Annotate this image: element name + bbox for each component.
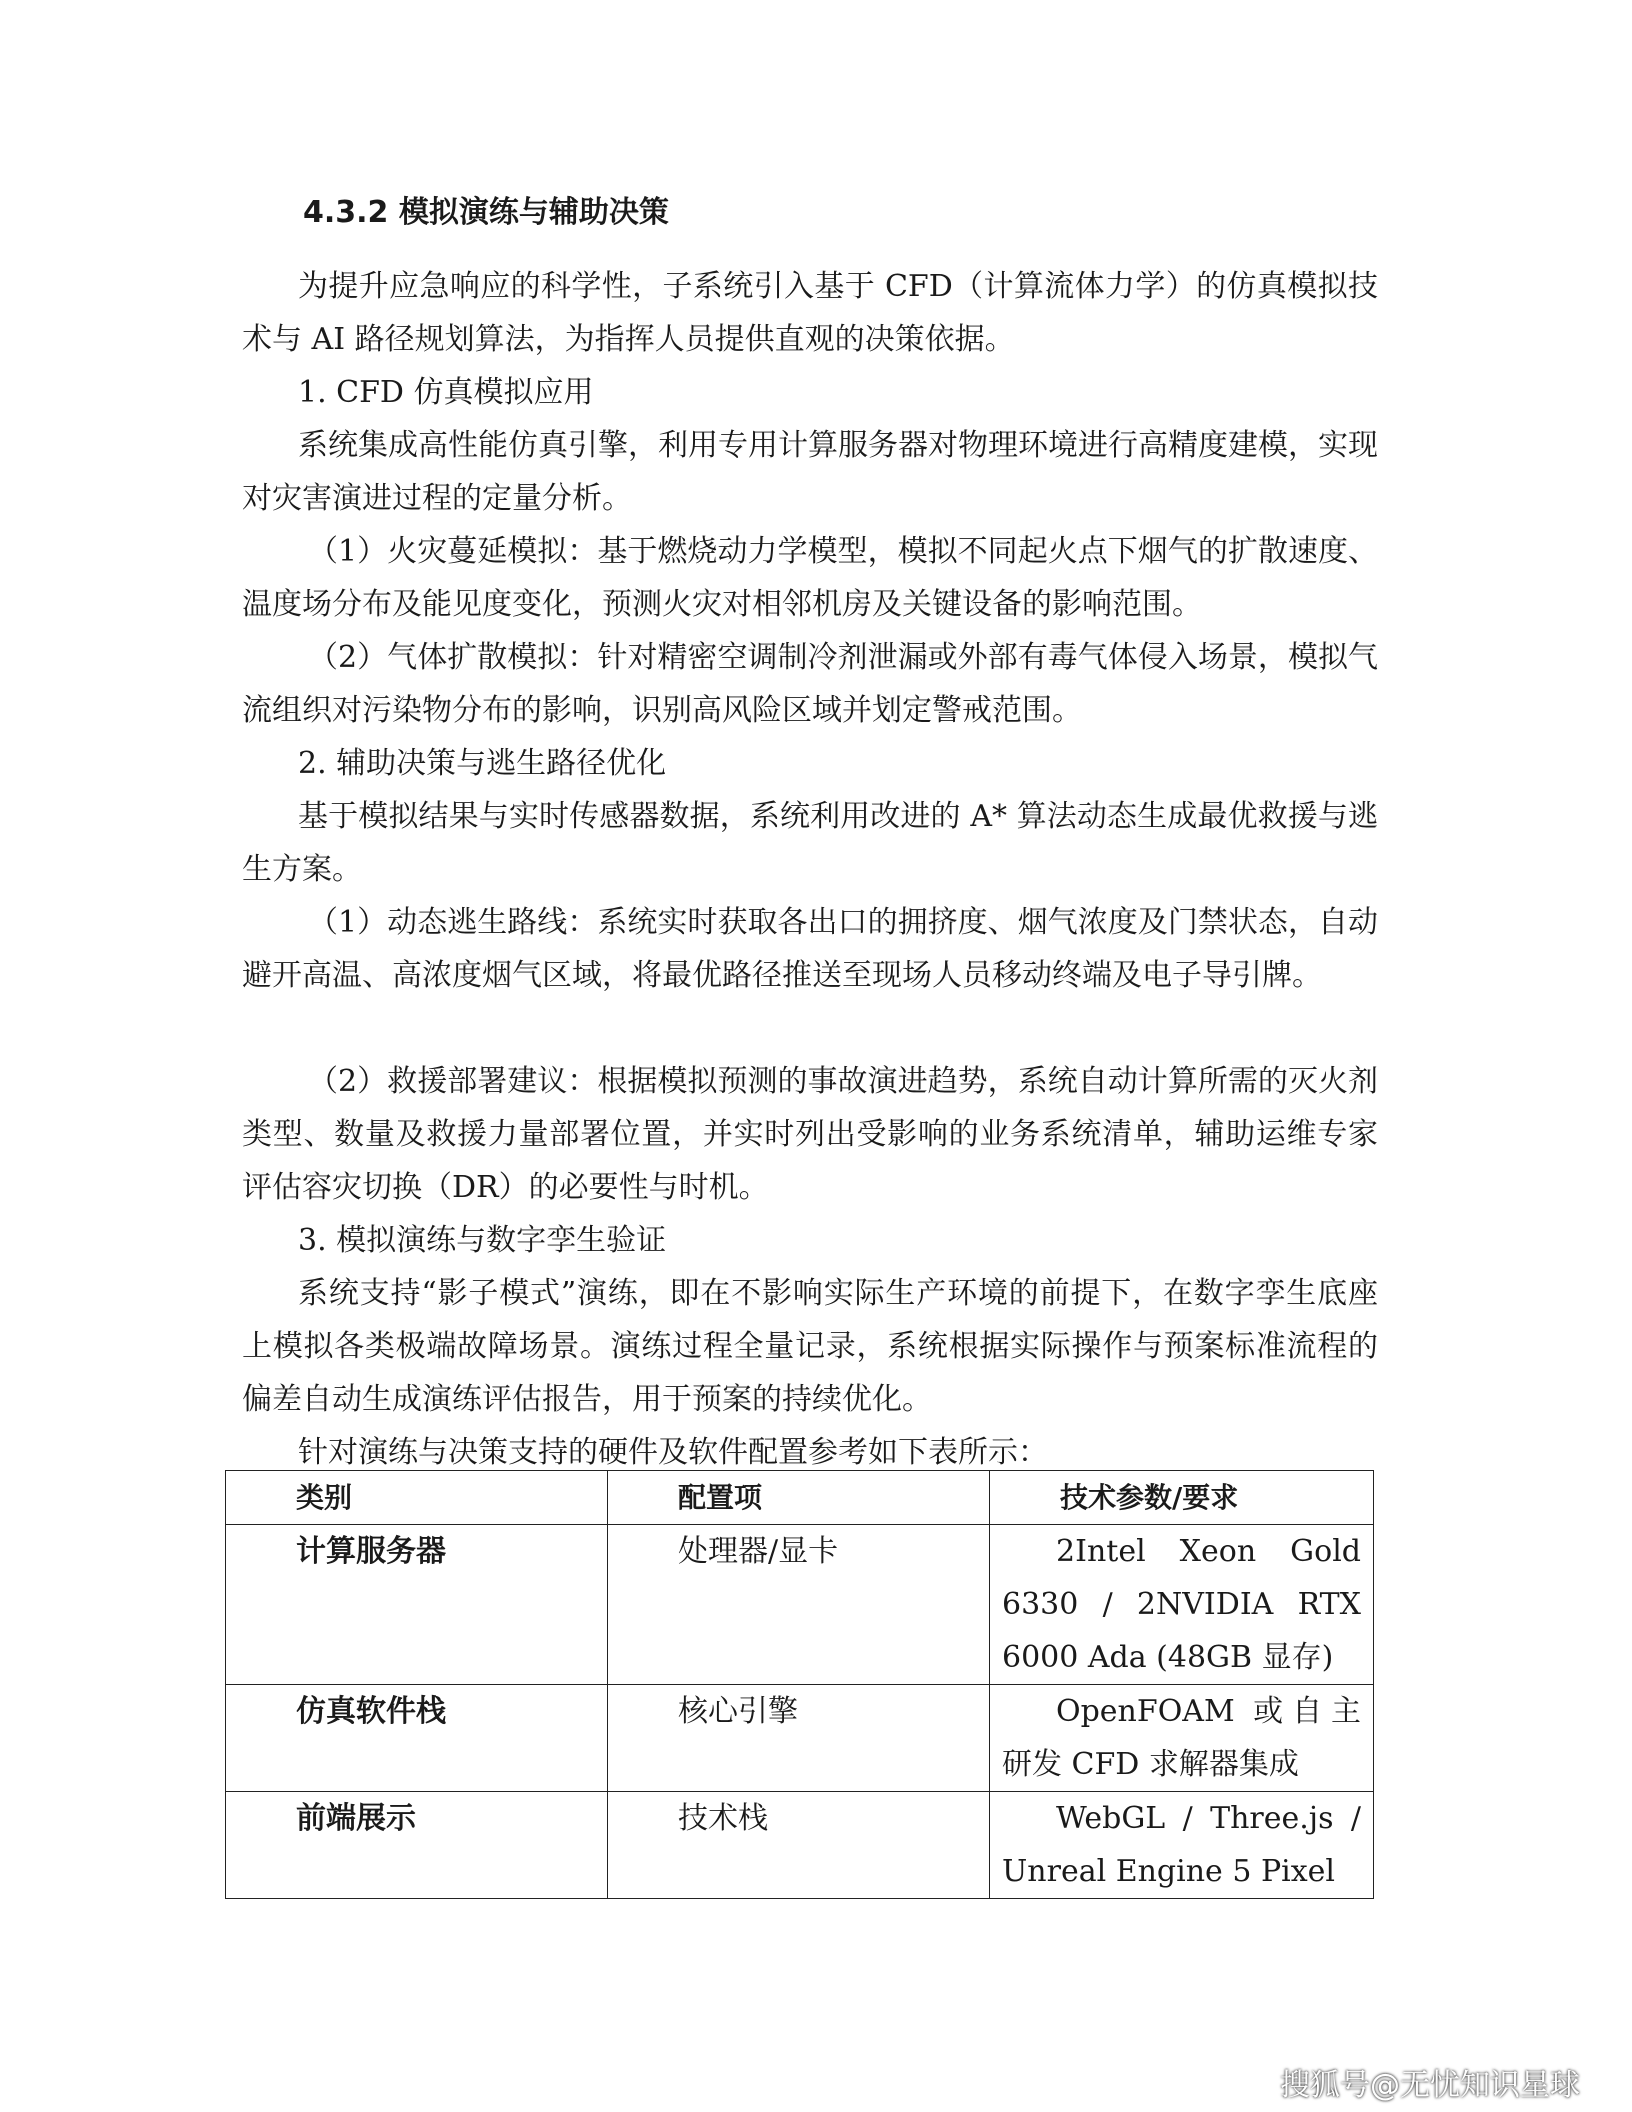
table-row bbox=[226, 1685, 1374, 1792]
table-cell-spec: WebGL / Three.js / Unreal Engine 5 Pixel bbox=[990, 1792, 1374, 1899]
watermark: 搜狐号@无忧知识星球 bbox=[1280, 2068, 1580, 2103]
section-heading: 4.3.2 模拟演练与辅助决策 bbox=[303, 195, 669, 230]
table-intro: 针对演练与决策支持的硬件及软件配置参考如下表所示： bbox=[298, 1435, 1048, 1470]
table-header-category: 类别 bbox=[226, 1471, 608, 1525]
table-header-row bbox=[226, 1471, 1374, 1525]
table-row bbox=[226, 1525, 1374, 1685]
table-cell-category: 前端展示 bbox=[226, 1792, 608, 1899]
intro-paragraph: 为提升应急响应的科学性，子系统引入基于 CFD（计算流体力学）的仿真模拟技术与 AI 路径规划算法，为指挥人员提供直观的决策依据。 bbox=[242, 269, 1378, 357]
table-cell-spec: OpenFOAM 或自主研发 CFD 求解器集成 bbox=[990, 1685, 1374, 1792]
table-cell-item: 处理器/显卡 bbox=[608, 1525, 990, 1685]
paragraph-decision: 基于模拟结果与实时传感器数据，系统利用改进的 A* 算法动态生成最优救援与逃生方案。 bbox=[242, 799, 1378, 887]
subheading-digital-twin: 3. 模拟演练与数字孪生验证 bbox=[298, 1223, 667, 1258]
table-cell-spec: 2Intel Xeon Gold 6330 / 2NVIDIA RTX 6000 Ada (48GB 显存) bbox=[990, 1525, 1374, 1685]
paragraph-rescue-deployment: （2）救援部署建议：根据模拟预测的事故演进趋势，系统自动计算所需的灭火剂类型、数量及救援力量部署位置，并实时列出受影响的业务系统清单，辅助运维专家评估容灾切换（DR）的必要性与时机。 bbox=[242, 1064, 1378, 1205]
table-row bbox=[226, 1792, 1374, 1899]
table-header-item: 配置项 bbox=[608, 1471, 990, 1525]
paragraph-cfd: 系统集成高性能仿真引擎，利用专用计算服务器对物理环境进行高精度建模，实现对灾害演进过程的定量分析。 bbox=[242, 428, 1378, 516]
table-cell-item: 核心引擎 bbox=[608, 1685, 990, 1792]
paragraph-gas-simulation: （2）气体扩散模拟：针对精密空调制冷剂泄漏或外部有毒气体侵入场景，模拟气流组织对污染物分布的影响，识别高风险区域并划定警戒范围。 bbox=[242, 640, 1378, 728]
subheading-decision: 2. 辅助决策与逃生路径优化 bbox=[298, 746, 667, 781]
paragraph-fire-simulation: （1）火灾蔓延模拟：基于燃烧动力学模型，模拟不同起火点下烟气的扩散速度、温度场分布及能见度变化，预测火灾对相邻机房及关键设备的影响范围。 bbox=[242, 534, 1378, 622]
table-cell-category: 计算服务器 bbox=[226, 1525, 608, 1685]
paragraph-escape-route: （1）动态逃生路线：系统实时获取各出口的拥挤度、烟气浓度及门禁状态，自动避开高温、高浓度烟气区域，将最优路径推送至现场人员移动终端及电子导引牌。 bbox=[242, 905, 1378, 993]
subheading-cfd: 1. CFD 仿真模拟应用 bbox=[298, 375, 594, 410]
table-cell-category: 仿真软件栈 bbox=[226, 1685, 608, 1792]
paragraph-digital-twin: 系统支持“影子模式”演练，即在不影响实际生产环境的前提下，在数字孪生底座上模拟各类极端故障场景。演练过程全量记录，系统根据实际操作与预案标准流程的偏差自动生成演练评估报告，用于预案的持续优化。 bbox=[242, 1276, 1378, 1417]
config-table bbox=[225, 1470, 1374, 1899]
table-header-spec: 技术参数/要求 bbox=[990, 1471, 1374, 1525]
table-cell-item: 技术栈 bbox=[608, 1792, 990, 1899]
